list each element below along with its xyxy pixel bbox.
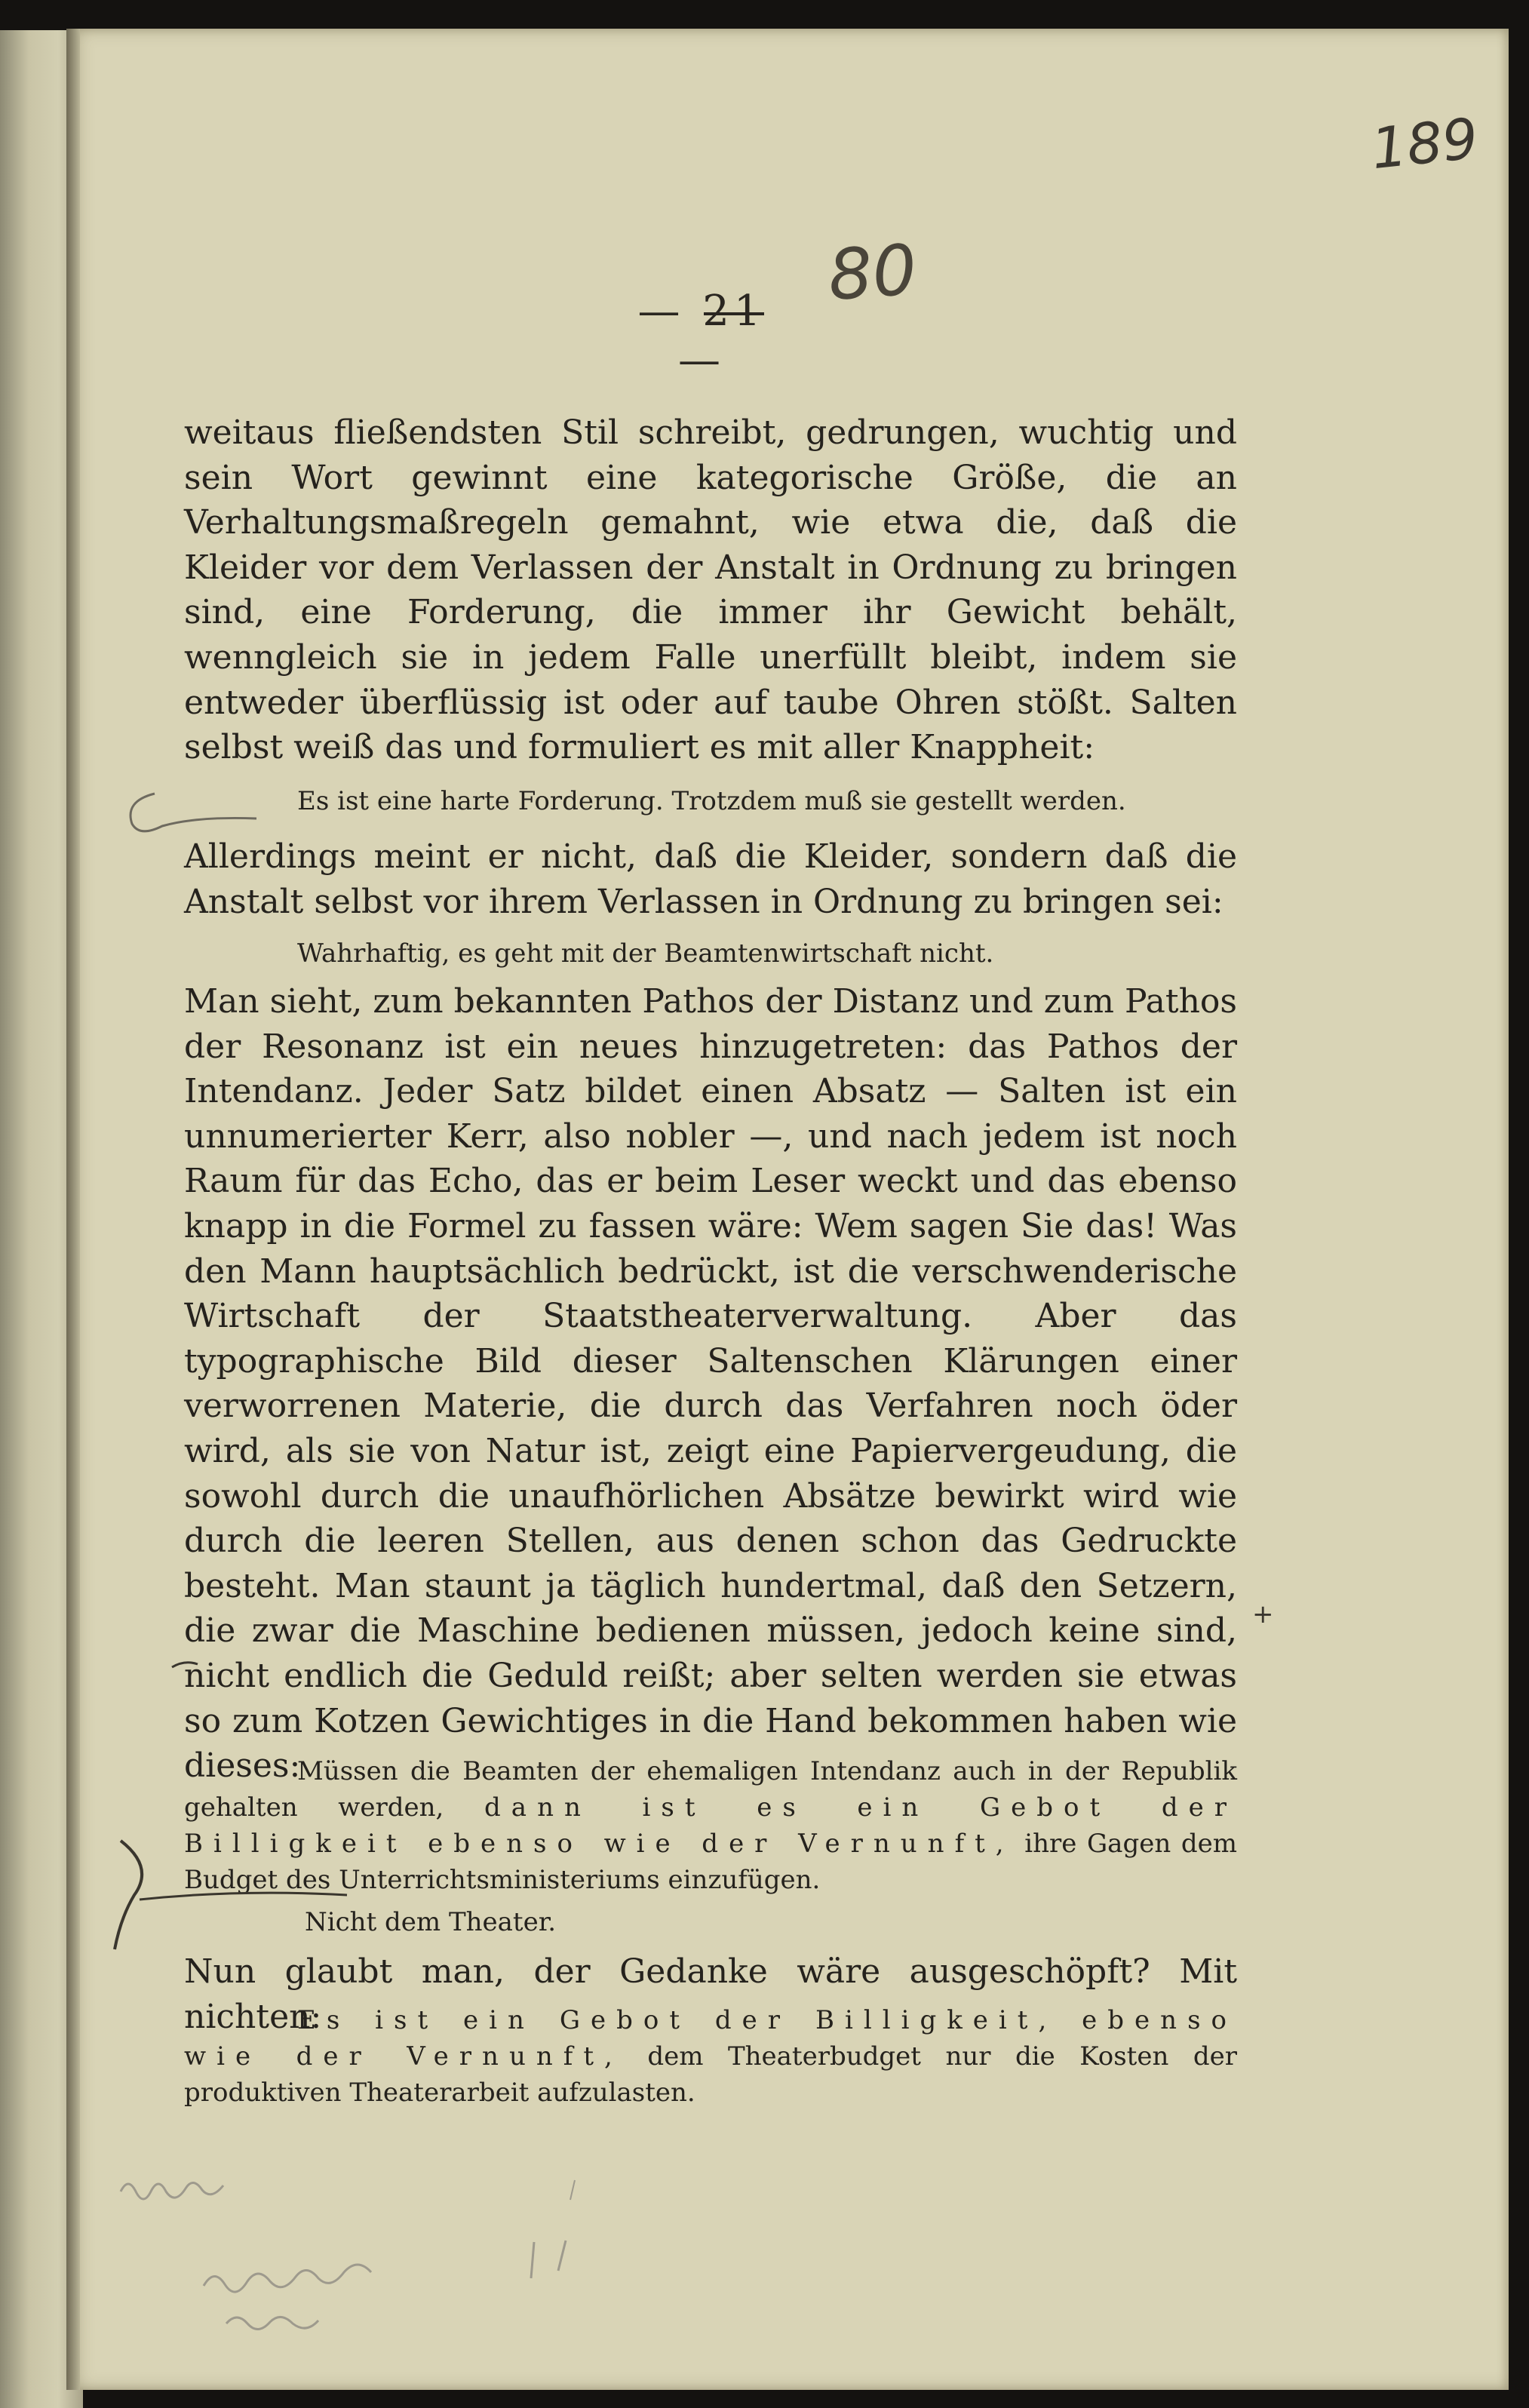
quote-5-part-b: dem Theaterbudget nur die Kosten der produktiven Theaterarbeit aufzulasten. [184, 2041, 1238, 2108]
folio-number: 189 [1368, 106, 1481, 183]
pencil-stroke [558, 2241, 566, 2271]
pencil-scribble-3 [226, 2317, 318, 2329]
printed-page-number: 21 [702, 287, 766, 336]
quote-2-text: Wahrhaftig, es geht mit der Beamtenwirtschaft nicht. [297, 938, 994, 969]
margin-star-mark: + [1252, 1599, 1274, 1629]
paragraph-1-text: weitaus fließendsten Stil schreibt, gedrungen, wuchtig und sein Wort gewinnt eine kategorische Größe, die an Verhaltungsmaßregeln gemahnt, wie etwa die, daß die Kleider vor dem Verlassen der Anstalt in Ordnung zu bringen sind, eine Forderung, die immer ihr Gewicht behält, wenngleich sie in jedem Falle unerfüllt bleibt, indem sie entweder überflüssig ist oder auf taube Ohren stößt. Salten selbst weiß das und formuliert es mit aller Knappheit: [184, 413, 1237, 767]
handwritten-page-number: 80 [825, 229, 920, 316]
paragraph-2-text: Allerdings meint er nicht, daß die Kleider, sondern daß die Anstalt selbst vor ihrem Verlassen in Ordnung zu bringen sei: [184, 837, 1237, 921]
quote-3-part-a: Müssen die Beamten der ehemaligen Intendanz auch in der Republik gehalten werden, [184, 1756, 1237, 1823]
pencil-underline [140, 1893, 347, 1900]
pencil-scribble-1 [121, 2182, 223, 2199]
quote-1-text: Es ist eine harte Forderung. Trotzdem muß sie gestellt werden. [297, 786, 1126, 816]
pencil-tick-2 [570, 2180, 575, 2200]
pencil-scribble-2 [204, 2265, 371, 2292]
quote-5-spaced: Es ist ein Gebot der Billigkeit, ebenso wie der Vernunft, [184, 2005, 1237, 2072]
quote-3-spaced: dann ist es ein Gebot der Billigkeit ebenso wie der Vernunft, [184, 1792, 1237, 1859]
paragraph-3-text: Man sieht, zum bekannten Pathos der Distanz und zum Pathos der Resonanz ist ein neues hinzugetreten: das Pathos der Intendanz. Jeder Satz bildet einen Absatz — Salten ist ein unnumerierter Kerr, also nobler —, und nach jedem ist noch Raum für das Echo, das er beim Leser weckt und das ebenso knapp in die Formel zu fassen wäre: Wem sagen Sie das! Was den Mann hauptsächlich bedrückt, ist die verschwenderische Wirtschaft der Staatstheaterverwaltung. Aber das typographische Bild dieser Saltenschen Klärungen einer verworrenen Materie, die durch das Verfahren noch öder wird, als sie von Natur ist, zeigt eine Papiervergeudung, die sowohl durch die unaufhörlichen Absätze bewirkt wird wie durch die leeren Stellen, aus denen schon das Gedruckte besteht. Man staunt ja täglich hundertmal, daß den Setzern, die zwar die Maschine bedienen müssen, jedoch keine sind, nicht endlich die Geduld reißt; aber selten werden sie etwas so zum Kotzen Gewichtiges in die Hand bekommen haben wie dieses: [184, 982, 1237, 1786]
quote-3-part-b: ihre Gagen dem Budget des Unterrichtsministeriums einzufügen. [184, 1829, 1237, 1895]
running-header: — 21 — [637, 287, 766, 385]
quote-4-text: Nicht dem Theater. [305, 1907, 557, 1937]
pencil-tick [531, 2242, 534, 2278]
pencil-dash-mark [172, 1663, 198, 1667]
paragraph-4-text: Nun glaubt man, der Gedanke wäre ausgeschöpft? Mit nichten: [184, 1952, 1237, 2036]
pencil-arrow-mark [130, 794, 256, 831]
pencil-bracket-mark [115, 1841, 142, 1949]
